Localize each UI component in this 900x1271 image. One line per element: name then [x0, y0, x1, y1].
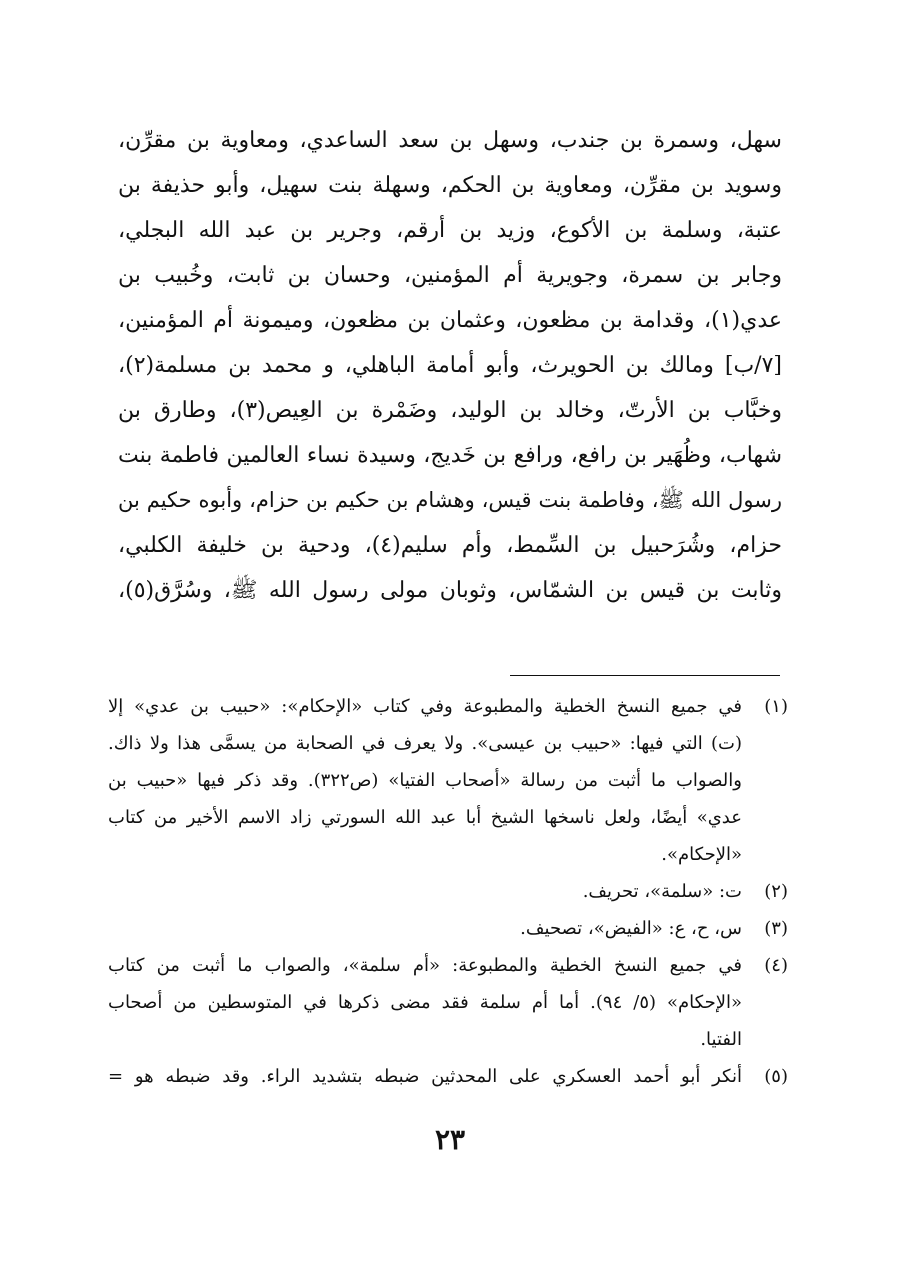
footnote-number: (٢) [764, 881, 788, 902]
footnote-line: ت: «سلمة»، تحريف. [582, 881, 742, 902]
footnote-line: أنكر أبو أحمد العسكري على المحدثين ضبطه بتشديد الراء. وقد ضبطه هو = [108, 1066, 742, 1087]
text-line: شهاب، وظُهَير بن رافع، ورافع بن خَديج، وسيدة نساء العالمين فاطمة بنت [118, 443, 783, 468]
footnote-line: والصواب ما أثبت من رسالة «أصحاب الفتيا» (ص٣٢٢). وقد ذكر فيها «حبيب بن [108, 770, 742, 791]
footnote-line: «الإحكام». [661, 844, 742, 865]
text-line: حزام، وشُرَحبيل بن السِّمط، وأم سليم(٤)، ودحية بن خليفة الكلبي، [118, 533, 782, 558]
footnote-number: (٤) [764, 955, 788, 976]
footnote-3 [108, 910, 788, 947]
footnote-line: في جميع النسخ الخطية والمطبوعة: «أم سلمة»، والصواب ما أثبت من كتاب [108, 955, 742, 976]
text-line: وخبَّاب بن الأرتّ، وخالد بن الوليد، وضَمْرة بن العِيص(٣)، وطارق بن [118, 398, 782, 423]
footnote-2 [108, 873, 788, 910]
footnote-5 [108, 1058, 788, 1095]
text-line: سهل، وسمرة بن جندب، وسهل بن سعد الساعدي، ومعاوية بن مقرِّن، [118, 128, 782, 153]
text-line: وجابر بن سمرة، وجويرية أم المؤمنين، وحسان بن ثابت، وخُبيب بن [118, 263, 782, 288]
text-line: [٧/ب] ومالك بن الحويرث، وأبو أمامة الباهلي، و محمد بن مسلمة(٢)، [118, 353, 782, 378]
footnote-number: (٥) [764, 1066, 788, 1087]
text-line: عتبة، وسلمة بن الأكوع، وزيد بن أرقم، وجرير بن عبد الله البجلي، [118, 218, 782, 243]
footnote-line: (ت) التي فيها: «حبيب بن عيسى». ولا يعرف في الصحابة من يسمَّى هذا ولا ذاك. [108, 733, 742, 754]
footnote-number: (٣) [764, 918, 788, 939]
text-line: وسويد بن مقرِّن، ومعاوية بن الحكم، وسهلة بنت سهيل، وأبو حذيفة بن [118, 173, 782, 198]
footnote-line: في جميع النسخ الخطية والمطبوعة وفي كتاب «الإحكام»: «حبيب بن عدي» إلا [108, 696, 742, 717]
text-line: وثابت بن قيس بن الشمّاس، وثوبان مولى رسول الله ﷺ، وسُرَّق(٥)، [118, 578, 782, 603]
footnote-line: س، ح، ع: «الفيض»، تصحيف. [520, 918, 742, 939]
footnote-line: «الإحكام» (٥/ ٩٤). أما أم سلمة فقد مضى ذكرها في المتوسطين من أصحاب [108, 992, 743, 1013]
footnote-4 [108, 947, 788, 1058]
main-text [118, 118, 782, 613]
page-number: ٢٣ [434, 1123, 466, 1156]
text-line: عدي(١)، وقدامة بن مظعون، وعثمان بن مظعون، وميمونة أم المؤمنين، [118, 308, 782, 333]
footnote-1 [108, 688, 788, 873]
footnote-separator [510, 675, 780, 676]
text-line: رسول الله ﷺ، وفاطمة بنت قيس، وهشام بن حكيم بن حزام، وأبوه حكيم بن [118, 488, 782, 512]
footnote-line: الفتيا. [700, 1029, 742, 1050]
footnote-line: عدي» أيضًا، ولعل ناسخها الشيخ أبا عبد الله السورتي زاد الاسم الأخير من كتاب [108, 807, 742, 828]
footnotes [108, 688, 788, 1095]
footnote-number: (١) [764, 696, 788, 717]
